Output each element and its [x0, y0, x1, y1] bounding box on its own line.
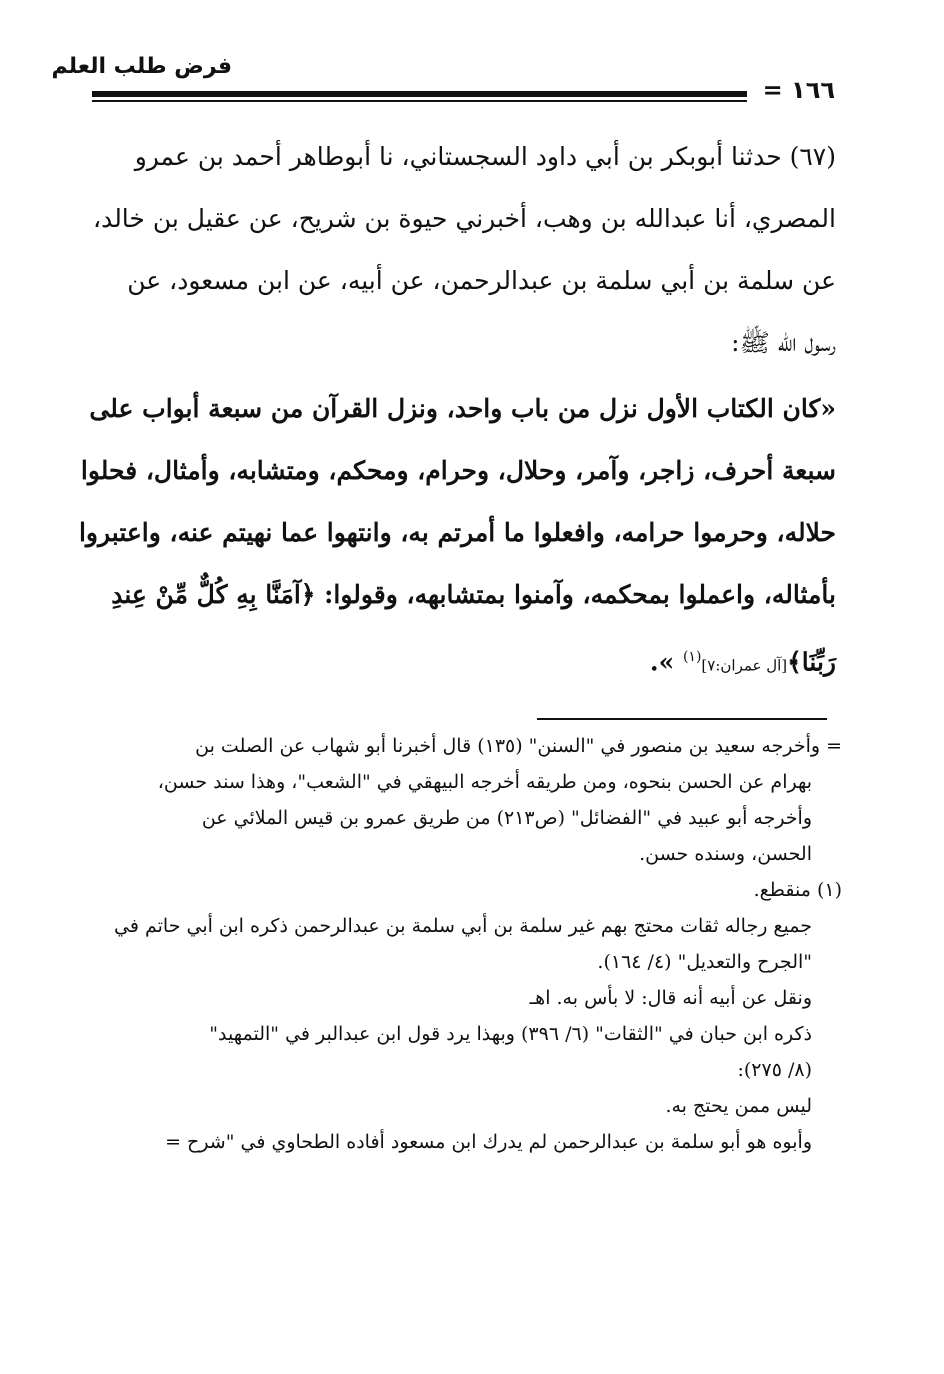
isnad-line-1: (٦٧) حدثنا أبوبكر بن أبي داود السجستاني، نا أبوطاهر أحمد بن عمرو	[134, 142, 836, 171]
hadith-line-1: «كان الكتاب الأول نزل من باب واحد، ونزل القرآن من سبعة أبواب على	[89, 394, 836, 423]
isnad-line-4: رسول الله ﷺ:	[731, 328, 836, 357]
footnote-line-2: بهرام عن الحسن بنحوه، ومن طريقه أخرجه البيهقي في "الشعب"، وهذا سند حسن،	[157, 771, 812, 793]
footnote-line-9: ذكره ابن حبان في "الثقات" (٦/ ٣٩٦) وبهذا يرد قول ابن عبدالبر في "التمهيد"	[209, 1023, 812, 1045]
footnote-marker: (١)	[682, 649, 702, 665]
footnote-line-8: ونقل عن أبيه أنه قال: لا بأس به. اهـ	[529, 987, 812, 1009]
footnote-line-10: (٨/ ٢٧٥):	[737, 1059, 812, 1081]
footnote-line-4: الحسن، وسنده حسن.	[639, 843, 812, 865]
hadith-line-4	[96, 564, 836, 626]
isnad-paragraph	[93, 126, 836, 374]
running-title: فرض طلب العلم	[51, 54, 232, 79]
hadith-line-4-text: بأمثاله، واعملوا بمحكمه، وآمنوا بمتشابهه، وقولوا:	[324, 580, 836, 609]
header-rule-thin	[92, 100, 747, 102]
footnote-line-3: وأخرجه أبو عبيد في "الفضائل" (ص٢١٣) من طريق عمرو بن قيس الملائي عن	[201, 807, 812, 829]
footnote-line-5: (١) منقطع.	[753, 879, 842, 901]
header-rule-thick	[92, 91, 747, 97]
hadith-close: ».	[649, 647, 675, 677]
isnad-line-3: عن سلمة بن أبي سلمة بن عبدالرحمن، عن أبيه، عن ابن مسعود، عن	[127, 266, 836, 295]
hadith-line-5	[96, 626, 836, 696]
quran-quote-end: رَبِّنَا﴾	[787, 647, 836, 677]
footnote-line-7: "الجرح والتعديل" (٤/ ١٦٤).	[597, 951, 812, 973]
hadith-line-2: سبعة أحرف، زاجر، وآمر، وحلال، وحرام، ومحكم، ومتشابه، وأمثال، فحلوا	[80, 456, 836, 485]
footnotes	[82, 728, 842, 1160]
footnote-line-11: ليس ممن يحتج به.	[665, 1095, 812, 1117]
main-text	[78, 126, 836, 696]
page-number: ١٦٦ =	[762, 76, 835, 104]
hadith-text	[78, 378, 836, 696]
hadith-line-3: حلاله، وحرموا حرامه، وافعلوا ما أمرتم به، وانتهوا عما نهيتم عنه، واعتبروا	[78, 518, 836, 547]
footnote-line-1: = وأخرجه سعيد بن منصور في "السنن" (١٣٥) قال أخبرنا أبو شهاب عن الصلت بن	[195, 735, 842, 757]
quran-reference: [آل عمران:٧]	[701, 656, 788, 675]
footnote-line-6: جميع رجاله ثقات محتج بهم غير سلمة بن أبي سلمة بن عبدالرحمن ذكره ابن أبي حاتم في	[114, 915, 812, 937]
footnote-separator	[537, 718, 827, 720]
quran-quote-start: ﴿آمَنَّا بِهِ كُلٌّ مِّنْ عِندِ	[111, 580, 316, 609]
footnote-line-12: وأبوه هو أبو سلمة بن عبدالرحمن لم يدرك ابن مسعود أفاده الطحاوي في "شرح =	[165, 1131, 812, 1153]
isnad-line-2: المصري، أنا عبدالله بن وهب، أخبرني حيوة بن شريح، عن عقيل بن خالد،	[93, 204, 836, 233]
